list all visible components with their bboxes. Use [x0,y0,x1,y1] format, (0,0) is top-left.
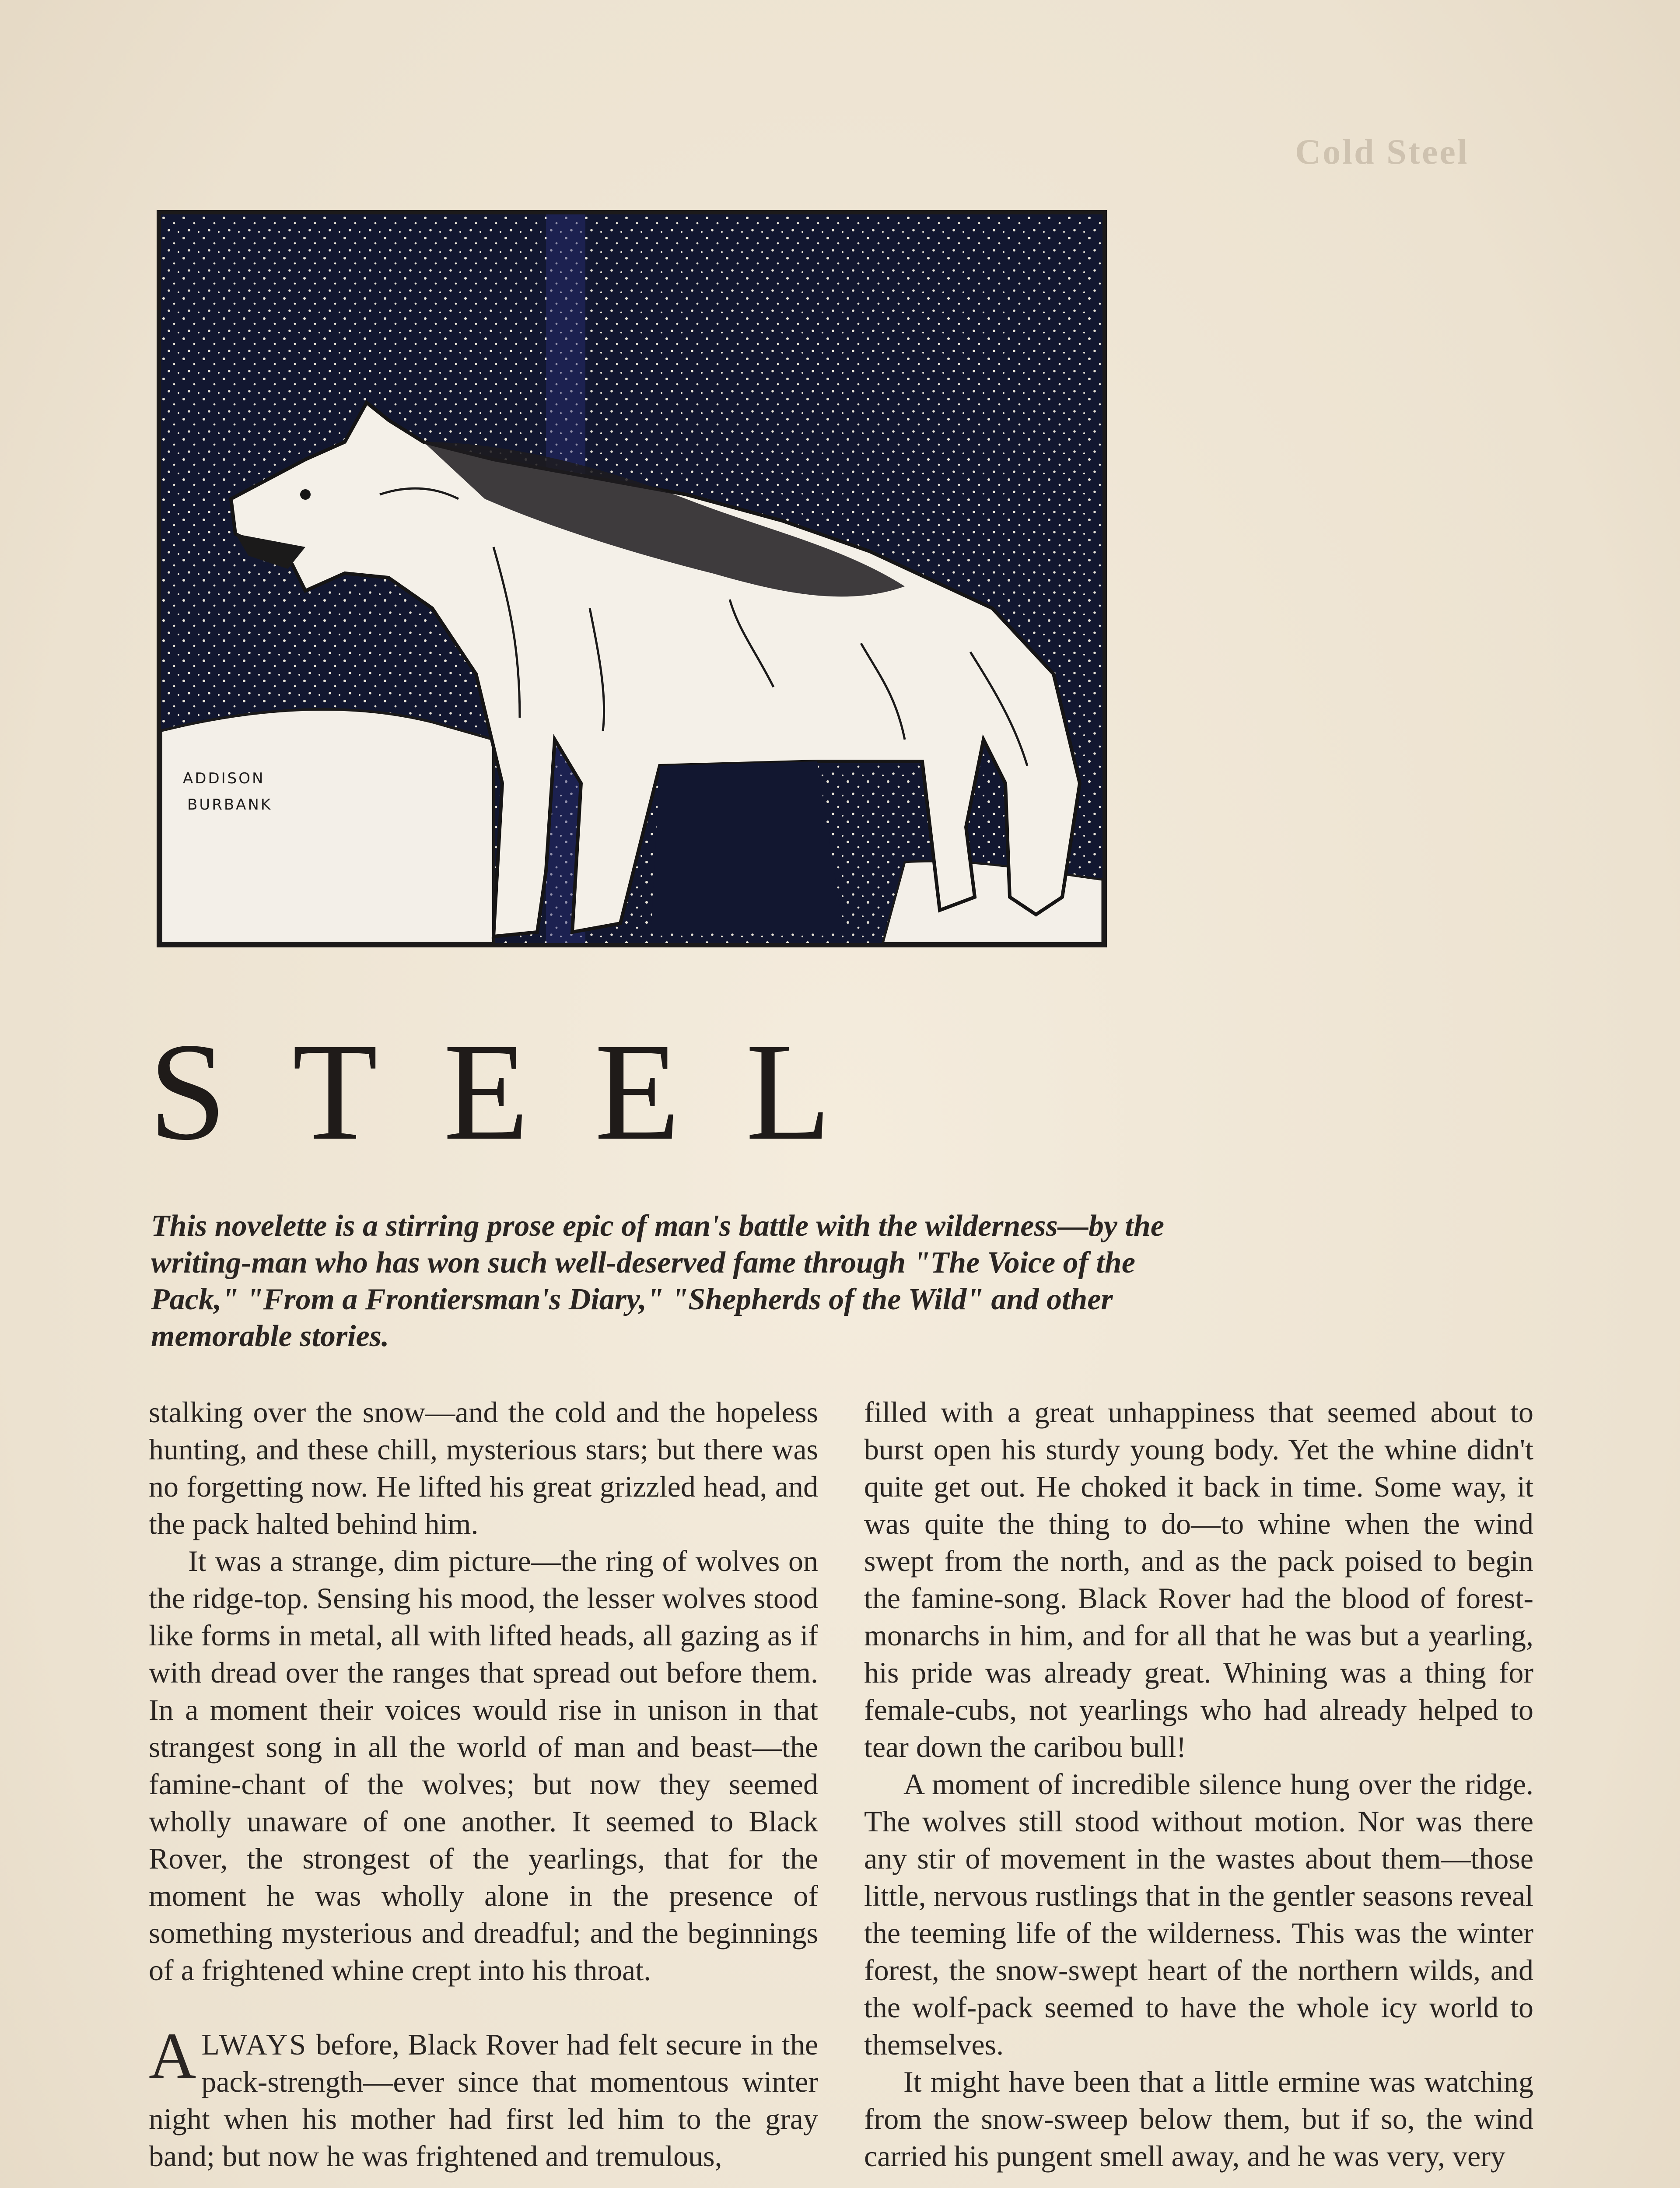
intro-text: This novelette is a stirring prose epic of man's battle with the wilderness—by the writing-man who has won such well-deserved fame through "The Voice of the Pack," "From a Frontiersman's Diary," "Shepherds of the Wild" and other memorable stories. [151,1209,1164,1353]
show-through-header: Cold Steel [1295,132,1469,172]
drop-cap: A [149,2020,196,2092]
story-intro [151,1208,1210,1355]
snow-ridge-left [161,709,494,943]
story-title: STEEL [149,1014,897,1169]
wolf-drawing [161,214,1102,943]
right-column [864,1394,1533,2175]
left-column [149,1394,818,2175]
artist-signature-line2: BURBANK [187,796,273,813]
small-caps-lead: LWAYS [201,2028,308,2061]
left-paragraph-1: stalking over the snow—and the cold and the hopeless hunting, and these chill, mysterious stars; but there was no forgetting now. He lifted his great grizzled head, and the pack halted behind him. [149,1396,818,1540]
wolf-eye [300,489,311,500]
right-paragraph-1: filled with a great unhappiness that seemed about to burst open his sturdy young body. Yet the whine didn't quite get out. He choked it back in time. Some way, it was quite the thing to do—to whine when the wind swept from the north, and as the pack poised to begin the famine-song. Black Rover had the blood of forest-monarchs in him, and for all that he was but a yearling, his pride was already great. Whining was a thing for female-cubs, not yearlings who had already helped to tear down the caribou bull! [864,1396,1533,1764]
left-paragraph-3-text: before, Black Rover had felt secure in the pack-strength—ever since that momentous winter night when his mother had first led him to the gray band; but now he was frightened and tremulous, [149,2028,818,2173]
left-paragraph-3 [149,2020,818,2175]
artist-signature-line1: ADDISON [183,770,265,787]
belly-shadow [651,761,844,932]
right-paragraph-2: A moment of incredible silence hung over the ridge. The wolves still stood without motion. Nor was there any stir of movement in the wastes about them—those little, nervous rustlings that in the gentler seasons reveal the teeming life of the wilderness. This was the winter forest, the snow-swept heart of the northern wilds, and the wolf-pack seemed to have the whole icy world to themselves. [864,1767,1533,2061]
right-paragraph-3: It might have been that a little ermine was watching from the snow-sweep below them, but if so, the wind carried his pungent smell away, and he was very, very [864,2065,1533,2173]
left-paragraph-2: It was a strange, dim picture—the ring of wolves on the ridge-top. Sensing his mood, the lesser wolves stood like forms in metal, all with lifted heads, all gazing as if with dread over the ranges that spread out before them. In a moment their voices would rise in unison in that strangest song in all the world of man and beast—the famine-chant of the wolves; but now they seemed wholly unaware of one another. It seemed to Black Rover, the strongest of the yearlings, that for the moment he was wholly alone in the presence of something mysterious and dreadful; and the beginnings of a frightened whine crept into his throat. [149,1544,818,1987]
wolf-illustration [157,210,1107,947]
